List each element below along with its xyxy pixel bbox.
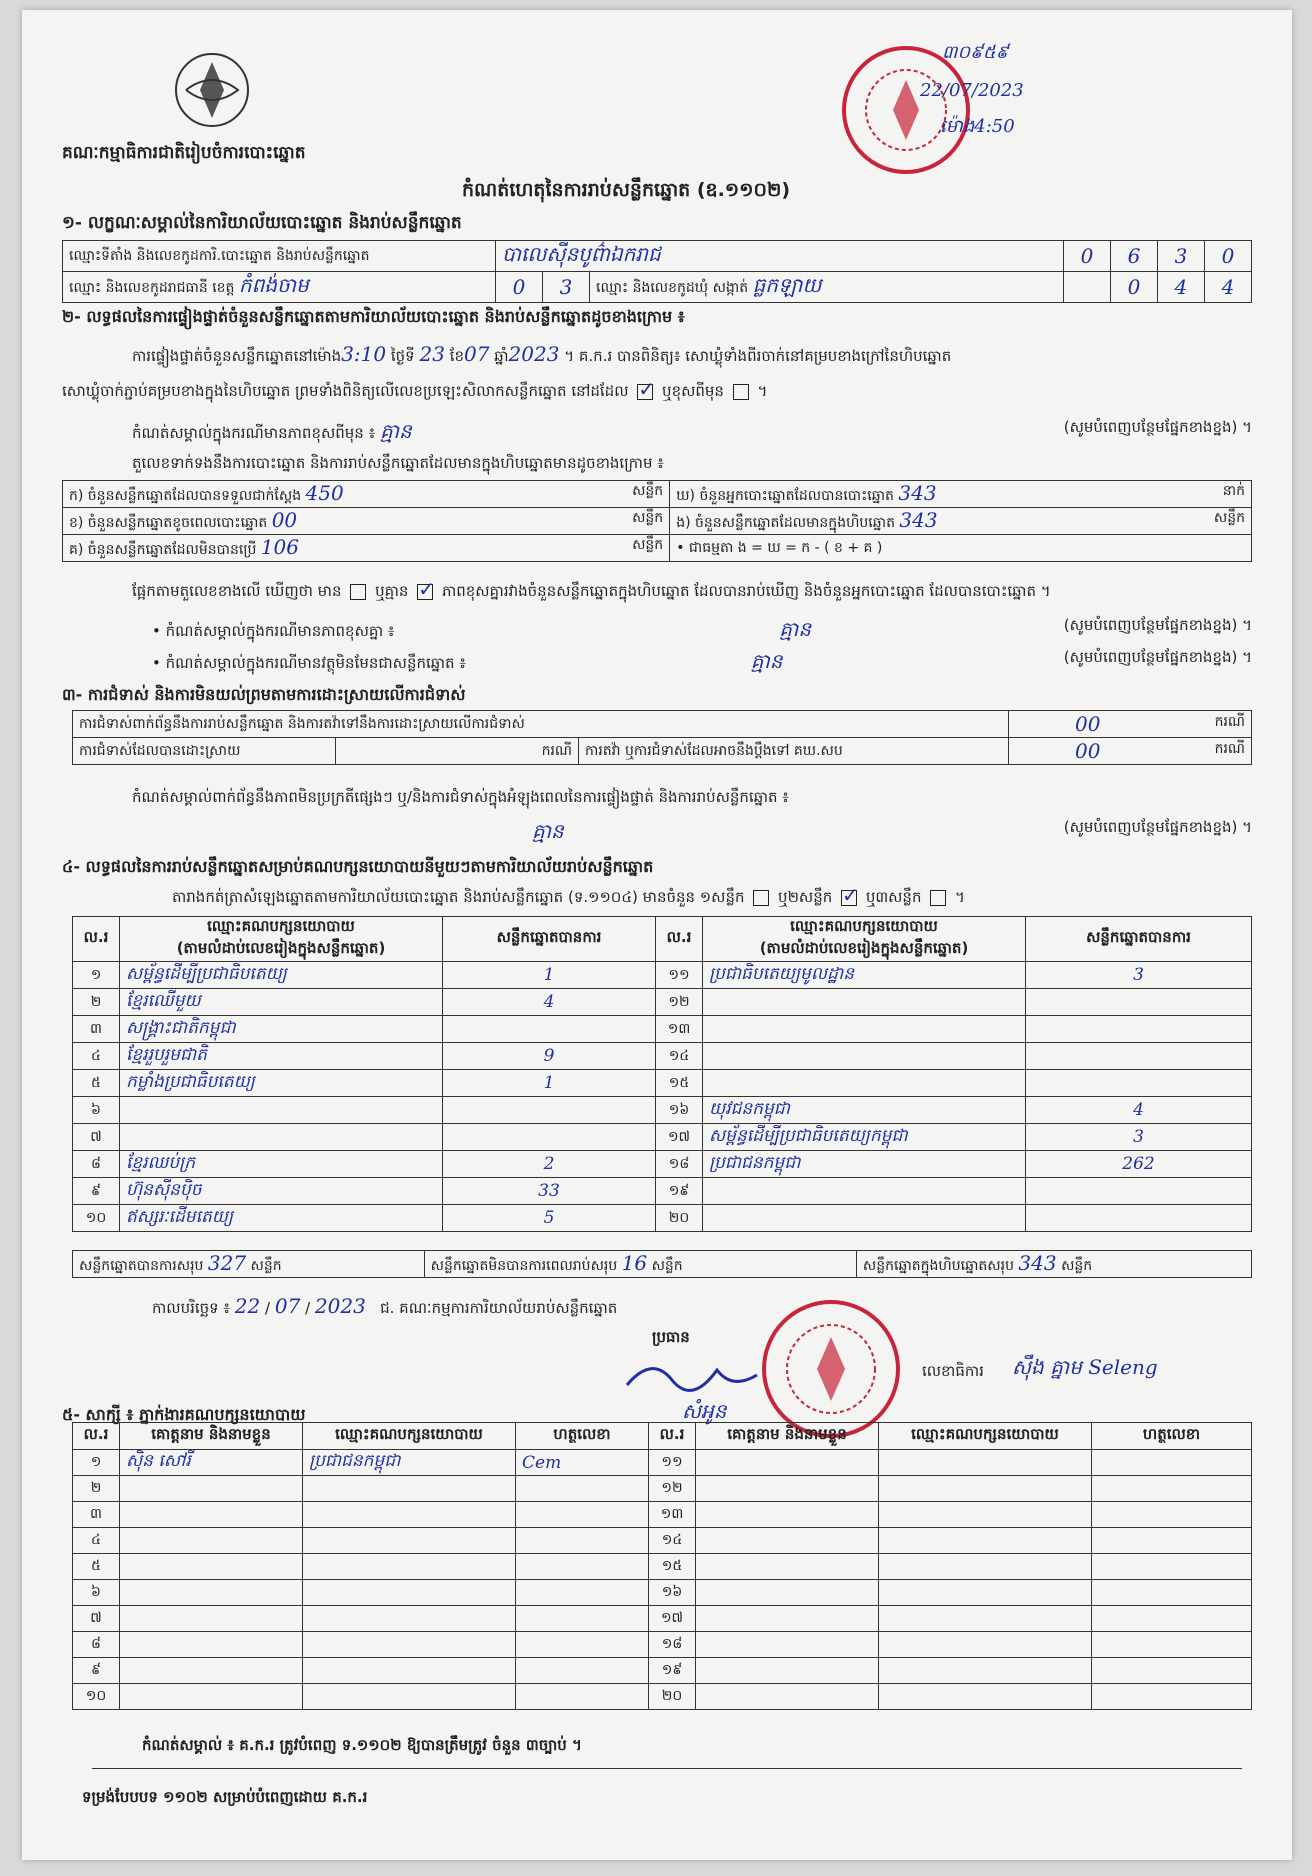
witness-signature <box>516 1502 649 1528</box>
witness-no: ៨ <box>73 1632 120 1658</box>
witness-name <box>120 1502 303 1528</box>
object-note-value: គ្មាន <box>750 649 783 673</box>
change-note-line: កំណត់សម្គាល់ក្នុងករណីមានភាពខុសពីមុន ៖ គ្មាន (សូមបំពេញបន្ថែមផ្នែកខាងខ្នង) ។ <box>132 418 1252 443</box>
commune-code-1: 0 <box>1111 272 1158 303</box>
witness-party <box>879 1580 1092 1606</box>
party-no: ១៣ <box>656 1016 703 1043</box>
seal-check-line: សោឃ្លុំចាក់ភ្ជាប់គម្របខាងក្នុងនៃហិបឆ្នោត ព្រមទាំងពិនិត្យលើលេខប្រឡេះសិលាកសន្លឹកឆ្នោត នៅដដែល ✓ ឬខុសពីមុន ។ <box>62 382 767 404</box>
witness-name <box>696 1632 879 1658</box>
party-votes: 5 <box>443 1205 656 1232</box>
party-name: កម្លាំងប្រជាធិបតេយ្យ <box>120 1070 443 1097</box>
figures-intro: តួលេខទាក់ទងនឹងការបោះឆ្នោត និងការរាប់សន្លឹកឆ្នោតដែលមានក្នុងហិបឆ្នោតមានដូចខាងក្រោម ៖ <box>132 454 664 472</box>
footer-note: កំណត់សម្គាល់ ៖ គ.ក.រ ត្រូវបំពេញ ទ.១១០២ ឱ្យបានត្រឹមត្រូវ ចំនួន ៣ច្បាប់ ។ <box>142 1736 582 1754</box>
witness-no: ១៧ <box>649 1606 696 1632</box>
nec-logo <box>172 50 252 130</box>
objection-table: ការជំទាស់ពាក់ព័ន្ធនឹងការរាប់សន្លឹកឆ្នោត និងការតវ៉ាទៅនឹងការដោះស្រាយលើការជំទាស់ 00 ករណី ការជំទាស់ដែលបានដោះស្រាយ ករណី ការតវ៉ា ឬការជំទាស់ដែលអាចនឹងប្តឹងទៅ គឃ.សប 00 ករណី <box>72 710 1252 765</box>
station-code-1: 0 <box>1064 241 1111 272</box>
result-row <box>73 1016 1252 1043</box>
party-no: ១៧ <box>656 1124 703 1151</box>
result-row <box>73 1070 1252 1097</box>
witness-no: ១៥ <box>649 1554 696 1580</box>
witness-signature <box>1092 1476 1252 1502</box>
witness-party <box>879 1528 1092 1554</box>
ballots-in-box: 343 <box>899 508 938 532</box>
province-cell: ឈ្មោះ និងលេខកូដរាជធានី ខេត្ត កំពង់ចាម <box>63 272 496 303</box>
witness-name <box>120 1658 303 1684</box>
witness-party <box>303 1684 516 1710</box>
party-name <box>703 989 1026 1016</box>
witness-no: ១៤ <box>649 1528 696 1554</box>
party-name: ហ៊ុនស៊ីនប៉ិច <box>120 1178 443 1205</box>
witness-name <box>696 1658 879 1684</box>
witness-signature: Cem <box>516 1450 649 1476</box>
party-votes: 3 <box>1026 1124 1252 1151</box>
witness-signature <box>516 1580 649 1606</box>
has-difference-checkbox[interactable] <box>350 584 366 600</box>
party-name: សង្គ្រាះជាតិកម្ពុជា <box>120 1016 443 1043</box>
changed-checkbox[interactable] <box>733 384 749 400</box>
witness-name <box>120 1554 303 1580</box>
party-votes: 262 <box>1026 1151 1252 1178</box>
witness-party <box>879 1476 1092 1502</box>
resolved-label: ការជំទាស់ដែលបានដោះស្រាយ <box>73 738 336 765</box>
station-value: បាលេស៊ីនបូព៌ាឯករាជ <box>496 241 1064 272</box>
party-name: ខ្មែរឈើមួយ <box>120 989 443 1016</box>
stamp-number: ៣០៩៥៩ <box>942 42 1009 63</box>
result-row <box>73 989 1252 1016</box>
ballots-received: 450 <box>305 481 344 505</box>
party-votes <box>443 1016 656 1043</box>
witness-name <box>696 1450 879 1476</box>
witness-signature <box>516 1684 649 1710</box>
witness-name <box>696 1502 879 1528</box>
official-stamp-bottom <box>762 1300 900 1438</box>
diff-note-line: • កំណត់សម្គាល់ក្នុងករណីមានភាពខុសគ្នា ៖ គ្មាន (សូមបំពេញបន្ថែមផ្នែកខាងខ្នង) ។ <box>152 616 1252 641</box>
witness-signature <box>516 1658 649 1684</box>
witness-signature <box>1092 1632 1252 1658</box>
diff-note-value: គ្មាន <box>779 617 812 641</box>
ballots-spoiled: 00 <box>271 508 298 532</box>
witness-no: ២ <box>73 1476 120 1502</box>
result-row <box>73 1205 1252 1232</box>
party-votes: 4 <box>443 989 656 1016</box>
three-sheets-checkbox[interactable] <box>930 890 946 906</box>
party-name: យុវជនកម្ពុជា <box>703 1097 1026 1124</box>
witness-signature <box>516 1528 649 1554</box>
party-votes: 1 <box>443 962 656 989</box>
party-name: ឥស្សរៈដើមតេយ្យ <box>120 1205 443 1232</box>
witness-row <box>73 1606 1252 1632</box>
witness-signature <box>516 1632 649 1658</box>
party-votes <box>1026 989 1252 1016</box>
party-no: ៦ <box>73 1097 120 1124</box>
no-difference-checkbox[interactable] <box>417 584 433 600</box>
section4-heading: ៤- លទ្ធផលនៃការរាប់សន្លឹកឆ្នោតសម្រាប់គណបក្សនយោបាយនីមួយៗតាមការិយាល័យរាប់សន្លឹកឆ្នោត <box>62 857 654 876</box>
witness-no: ១៨ <box>649 1632 696 1658</box>
party-no: ៤ <box>73 1043 120 1070</box>
org-name: គណៈកម្មាធិការជាតិរៀបចំការបោះឆ្នោត <box>62 143 306 163</box>
witness-name <box>696 1476 879 1502</box>
party-no: ១៥ <box>656 1070 703 1097</box>
party-name <box>703 1016 1026 1043</box>
verify-time: 3:10 <box>341 342 387 366</box>
witness-party <box>879 1554 1092 1580</box>
one-sheet-checkbox[interactable] <box>753 890 769 906</box>
total-invalid: 16 <box>621 1251 648 1275</box>
chair-label: ប្រធាន <box>652 1328 690 1346</box>
party-votes <box>1026 1070 1252 1097</box>
witness-no: ១២ <box>649 1476 696 1502</box>
witness-name <box>696 1554 879 1580</box>
province-code-2: 3 <box>543 272 590 303</box>
witness-no: ១៣ <box>649 1502 696 1528</box>
section1-heading: ១- លក្ខណៈសម្គាល់នៃការិយាល័យបោះឆ្នោត និងរាប់សន្លឹកឆ្នោត <box>62 213 462 233</box>
result-row <box>73 962 1252 989</box>
witness-row <box>73 1528 1252 1554</box>
witness-row <box>73 1684 1252 1710</box>
result-row <box>73 1097 1252 1124</box>
sign-date-line: កាលបរិច្ឆេទ ៖ 22 / 07 / 2023 ជ. គណៈកម្មការការិយាល័យរាប់សន្លឹកឆ្នោត <box>152 1294 618 1318</box>
witness-signature <box>516 1476 649 1502</box>
witness-signature <box>1092 1606 1252 1632</box>
result-row <box>73 1151 1252 1178</box>
party-name: សម្ព័ន្ធដើម្បីប្រជាធិបតេយ្យកម្ពុជា <box>703 1124 1026 1151</box>
witness-name <box>696 1580 879 1606</box>
witness-no: ១៩ <box>649 1658 696 1684</box>
witness-party <box>303 1502 516 1528</box>
party-no: ១៩ <box>656 1178 703 1205</box>
party-no: ២ <box>73 989 120 1016</box>
witness-party <box>303 1658 516 1684</box>
figure-row: ខ) ចំនួនសន្លឹកឆ្នោតខូចពេលបោះឆ្នោត 00 សន្លឹក ង) ចំនួនសន្លឹកឆ្នោតដែលមានក្នុងហិបឆ្នោត 343 សន្លឹក <box>63 508 1252 535</box>
witness-signature <box>1092 1502 1252 1528</box>
witness-party <box>303 1632 516 1658</box>
party-votes: 9 <box>443 1043 656 1070</box>
witness-row <box>73 1632 1252 1658</box>
witness-signature <box>516 1606 649 1632</box>
party-no: ១៨ <box>656 1151 703 1178</box>
witness-name <box>120 1606 303 1632</box>
witness-party <box>303 1554 516 1580</box>
party-no: ២០ <box>656 1205 703 1232</box>
party-name <box>120 1097 443 1124</box>
witness-party <box>303 1606 516 1632</box>
irregularity-note-line: គ្មាន (សូមបំពេញបន្ថែមផ្នែកខាងខ្នង) ។ <box>532 818 1252 843</box>
sign-month: 07 <box>274 1294 301 1318</box>
commune-cell: ឈ្មោះ និងលេខកូដឃុំ សង្កាត់ ធ្លកឡាយ <box>590 272 1064 303</box>
commune-value: ធ្លកឡាយ <box>752 273 822 297</box>
witness-row <box>73 1450 1252 1476</box>
witness-party <box>879 1502 1092 1528</box>
witness-party <box>879 1632 1092 1658</box>
totals-table: សន្លឹកឆ្នោតបានការសរុប 327 សន្លឹក សន្លឹកឆ្នោតមិនបានការពេលរាប់សរុប 16 សន្លឹក សន្លឹកឆ្នោតក្នុងហិបឆ្នោតសរុប 343 សន្លឹក <box>72 1250 1252 1278</box>
witness-name <box>120 1632 303 1658</box>
witness-party <box>879 1450 1092 1476</box>
witness-signature <box>1092 1528 1252 1554</box>
province-value: កំពង់ចាម <box>238 273 309 297</box>
secretary-name: ស៊ឹង គ្នាម Seleng <box>1012 1355 1158 1379</box>
form-code: ទម្រង់បែបបទ ១១០២ សម្រាប់បំពេញដោយ គ.ក.រ <box>82 1788 368 1806</box>
party-no: ១២ <box>656 989 703 1016</box>
sign-year: 2023 <box>314 1294 366 1318</box>
witness-no: ៦ <box>73 1580 120 1606</box>
two-sheets-checkbox[interactable] <box>841 890 857 906</box>
figure-row: ក) ចំនួនសន្លឹកឆ្នោតដែលបានទទួលជាក់ស្តែង 450 សន្លឹក ឃ) ចំនួនអ្នកបោះឆ្នោតដែលបានបោះឆ្នោត 343 នាក់ <box>63 481 1252 508</box>
chair-signature <box>622 1350 762 1404</box>
section2-heading: ២- លទ្ធផលនៃការផ្ទៀងផ្ទាត់ចំនួនសន្លឹកឆ្នោតតាមការិយាល័យបោះឆ្នោត និងរាប់សន្លឹកឆ្នោតដូចខាងក្រោម ៖ <box>62 307 685 326</box>
formula-note: • ជាធម្មតា ង = ឃ = ក - ( ខ + គ ) <box>676 539 883 556</box>
difference-line: ផ្អែកតាមតួលេខខាងលើ ឃើញថា មាន ឬគ្មាន ✓ ភាពខុសគ្នារវាងចំនួនសន្លឹកឆ្នោតក្នុងហិបឆ្នោត ដែលបានរាប់ឃើញ និងចំនួនអ្នកបោះឆ្នោត ដែលបានបោះឆ្នោត ។ <box>132 582 1051 604</box>
result-row <box>73 1043 1252 1070</box>
result-row <box>73 1178 1252 1205</box>
witness-no: ៩ <box>73 1658 120 1684</box>
party-no: ៩ <box>73 1178 120 1205</box>
witness-row <box>73 1658 1252 1684</box>
witness-no: ៥ <box>73 1554 120 1580</box>
object-note-line: • កំណត់សម្គាល់ក្នុងករណីមានវត្ថុមិនមែនជាសន្លឹកឆ្នោត ៖ គ្មាន (សូមបំពេញបន្ថែមផ្នែកខាងខ្នង) ។ <box>152 648 1252 673</box>
witness-row <box>73 1502 1252 1528</box>
party-name: ប្រជាជនកម្ពុជា <box>703 1151 1026 1178</box>
witness-name <box>120 1476 303 1502</box>
witness-name <box>120 1528 303 1554</box>
witness-party <box>879 1684 1092 1710</box>
party-no: ១០ <box>73 1205 120 1232</box>
station-code-4: 0 <box>1205 241 1252 272</box>
witness-party <box>303 1528 516 1554</box>
verify-year: 2023 <box>508 342 560 366</box>
party-votes <box>1026 1178 1252 1205</box>
witness-no: ៤ <box>73 1528 120 1554</box>
objection-count: 00 <box>1075 712 1101 736</box>
objection-label: ការជំទាស់ពាក់ព័ន្ធនឹងការរាប់សន្លឹកឆ្នោត និងការតវ៉ាទៅនឹងការដោះស្រាយលើការជំទាស់ <box>73 711 1009 738</box>
witness-name <box>696 1606 879 1632</box>
witness-signature <box>1092 1684 1252 1710</box>
witness-signature <box>1092 1554 1252 1580</box>
party-results-table: ល.រ ឈ្មោះគណបក្សនយោបាយ (តាមលំដាប់លេខរៀងក្នុងសន្លឹកឆ្នោត) សន្លឹកឆ្នោតបានការ ល.រ ឈ្មោះគណបក្សនយោបាយ (តាមលំដាប់លេខរៀងក្នុងសន្លឹកឆ្នោត) សន្លឹកឆ្នោតបានការ ១ សម្ព័ន្ធដើម្បីប្រជាធិបតេយ្យ 1 ១១ ប្រជាធិបតេយ្យមូលដ្ឋាន 3 ២ ខ្មែរឈើមួយ 4 ១២ ៣ សង្គ្រាះជាតិកម្ពុជា ១៣ ៤ ខ្មែររួបរួមជាតិ 9 ១៤ ៥ កម្លាំងប្រជាធិបតេយ្យ 1 ១៥ ៦ ១៦ យុវជនកម្ពុជា 4 ៧ ១៧ សម្ព័ន្ធដើម្បីប្រជាធិបតេយ្យកម្ពុជា 3 ៨ ខ្មែរឈប់ក្រ 2 ១៨ ប្រជាជនកម្ពុជា 262 ៩ ហ៊ុនស៊ីនប៉ិច 33 ១៩ ១០ ឥស្សរៈដើមតេយ្យ 5 ២០ <box>72 916 1252 1232</box>
witness-signature <box>1092 1580 1252 1606</box>
total-in-box: 343 <box>1018 1251 1057 1275</box>
footer-divider <box>92 1768 1242 1769</box>
witness-party <box>303 1476 516 1502</box>
party-votes: 2 <box>443 1151 656 1178</box>
party-no: ១៤ <box>656 1043 703 1070</box>
witness-no: ២០ <box>649 1684 696 1710</box>
witness-name: ស៊ិន សៅរី <box>120 1450 303 1476</box>
party-votes: 33 <box>443 1178 656 1205</box>
party-no: ៧ <box>73 1124 120 1151</box>
irregularity-note: កំណត់សម្គាល់ពាក់ព័ន្ធនឹងភាពមិនប្រក្រតីផ្សេងៗ ឬ/និងការជំទាស់ក្នុងអំឡុងពេលនៃការផ្ទៀងផ្ទាត់ និងការរាប់សន្លឹកឆ្នោត ៖ <box>132 788 789 806</box>
party-name: សម្ព័ន្ធដើម្បីប្រជាធិបតេយ្យ <box>120 962 443 989</box>
result-row <box>73 1124 1252 1151</box>
party-name <box>703 1178 1026 1205</box>
chair-name: សំអូន <box>682 1399 727 1423</box>
party-votes: 3 <box>1026 962 1252 989</box>
station-code-2: 6 <box>1111 241 1158 272</box>
witness-row <box>73 1580 1252 1606</box>
party-no: ១ <box>73 962 120 989</box>
party-votes: 1 <box>443 1070 656 1097</box>
section5-heading: ៥- សាក្សី ៖ ភ្នាក់ងារគណបក្សនយោបាយ <box>62 1405 306 1424</box>
verification-line: ការផ្ទៀងផ្ទាត់ចំនួនសន្លឹកឆ្នោតនៅម៉ោង3:10 ថ្ងៃទី 23 ខែ07 ឆ្នាំ2023 ។ គ.ក.រ បានពិនិត្យ៖ សោឃ្លុំទាំងពីរចាក់នៅគម្របខាងក្រៅនៃហិបឆ្នោត <box>132 342 952 366</box>
irregularity-note-value: គ្មាន <box>532 819 564 843</box>
party-votes <box>443 1124 656 1151</box>
party-name: ខ្មែរឈប់ក្រ <box>120 1151 443 1178</box>
witness-name <box>120 1684 303 1710</box>
party-name: ប្រជាធិបតេយ្យមូលដ្ឋាន <box>703 962 1026 989</box>
stamp-time: ម៉ោង4:50 <box>940 116 1015 137</box>
sheets-line: តារាងកត់ត្រាសំឡេងឆ្នោតតាមការិយាល័យបោះឆ្នោត និងរាប់សន្លឹកឆ្នោត (ទ.១១០៤) មានចំនួន ១សន្លឹក ឬ២សន្លឹក ✓ ឬ៣សន្លឹក ។ <box>172 888 965 910</box>
witness-no: ១១ <box>649 1450 696 1476</box>
commune-code-2: 4 <box>1158 272 1205 303</box>
station-table <box>62 240 1252 303</box>
total-valid: 327 <box>207 1251 247 1275</box>
form-sheet <box>22 10 1292 1860</box>
witness-signature <box>1092 1658 1252 1684</box>
party-no: ១៦ <box>656 1097 703 1124</box>
station-code-3: 3 <box>1158 241 1205 272</box>
section3-heading: ៣- ការជំទាស់ និងការមិនយល់ព្រមតាមការដោះស្រាយលើការជំទាស់ <box>62 685 466 704</box>
voters-voted: 343 <box>898 481 937 505</box>
party-votes <box>1026 1205 1252 1232</box>
commune-code-3: 4 <box>1205 272 1252 303</box>
party-name <box>703 1205 1026 1232</box>
secretary-label: លេខាធិការ <box>922 1362 984 1380</box>
figure-row: គ) ចំនួនសន្លឹកឆ្នោតដែលមិនបានប្រើ 106 សន្លឹក • ជាធម្មតា ង = ឃ = ក - ( ខ + គ ) <box>63 535 1252 562</box>
party-votes <box>1026 1016 1252 1043</box>
party-name <box>703 1043 1026 1070</box>
province-code-1: 0 <box>496 272 543 303</box>
witness-name <box>120 1580 303 1606</box>
sign-day: 22 <box>234 1294 261 1318</box>
witness-signature <box>1092 1450 1252 1476</box>
ballot-figures-table <box>62 480 1252 562</box>
unchanged-checkbox[interactable] <box>637 384 653 400</box>
change-note-value: គ្មាន <box>379 419 412 443</box>
party-name: ខ្មែររួបរួមជាតិ <box>120 1043 443 1070</box>
witness-name <box>696 1528 879 1554</box>
witness-row <box>73 1554 1252 1580</box>
party-no: ៣ <box>73 1016 120 1043</box>
verify-month: 07 <box>464 342 490 366</box>
party-no: ៨ <box>73 1151 120 1178</box>
witness-row <box>73 1476 1252 1502</box>
party-votes <box>1026 1043 1252 1070</box>
witness-no: ៣ <box>73 1502 120 1528</box>
witness-no: ១៦ <box>649 1580 696 1606</box>
witness-no: ១០ <box>73 1684 120 1710</box>
party-no: ១១ <box>656 962 703 989</box>
witness-no: ៧ <box>73 1606 120 1632</box>
witness-party <box>303 1580 516 1606</box>
witness-party: ប្រជាជនកម្ពុជា <box>303 1450 516 1476</box>
witness-party <box>879 1658 1092 1684</box>
witness-name <box>696 1684 879 1710</box>
witness-table: ល.រ គោត្តនាម និងនាមខ្លួន ឈ្មោះគណបក្សនយោបាយ ហត្ថលេខា ល.រ គោត្តនាម និងនាមខ្លួន ឈ្មោះគណបក្សនយោបាយ ហត្ថលេខា ១ ស៊ិន សៅរី ប្រជាជនកម្ពុជា Cem ១១ ២ ១២ ៣ ១៣ ៤ ១៤ ៥ ១៥ ៦ ១៦ ៧ ១៧ ៨ ១៨ ៩ ១៩ ១០ ២០ <box>72 1422 1252 1710</box>
form-title: កំណត់ហេតុនៃការរាប់សន្លឹកឆ្នោត (ឧ.១១០២) <box>462 179 791 201</box>
witness-party <box>879 1606 1092 1632</box>
ballots-unused: 106 <box>260 535 300 559</box>
appeal-label: ការតវ៉ា ឬការជំទាស់ដែលអាចនឹងប្តឹងទៅ គឃ.សប <box>579 738 1009 765</box>
party-no: ៥ <box>73 1070 120 1097</box>
party-name <box>120 1124 443 1151</box>
witness-signature <box>516 1554 649 1580</box>
station-label: ឈ្មោះទីតាំង និងលេខកូដការិ.បោះឆ្នោត និងរាប់សន្លឹកឆ្នោត <box>63 241 496 272</box>
witness-no: ១ <box>73 1450 120 1476</box>
party-votes: 4 <box>1026 1097 1252 1124</box>
stamp-date: 22/07/2023 <box>920 80 1024 101</box>
party-votes <box>443 1097 656 1124</box>
party-name <box>703 1070 1026 1097</box>
verify-day: 23 <box>419 342 445 366</box>
appeal-count: 00 <box>1075 739 1101 763</box>
